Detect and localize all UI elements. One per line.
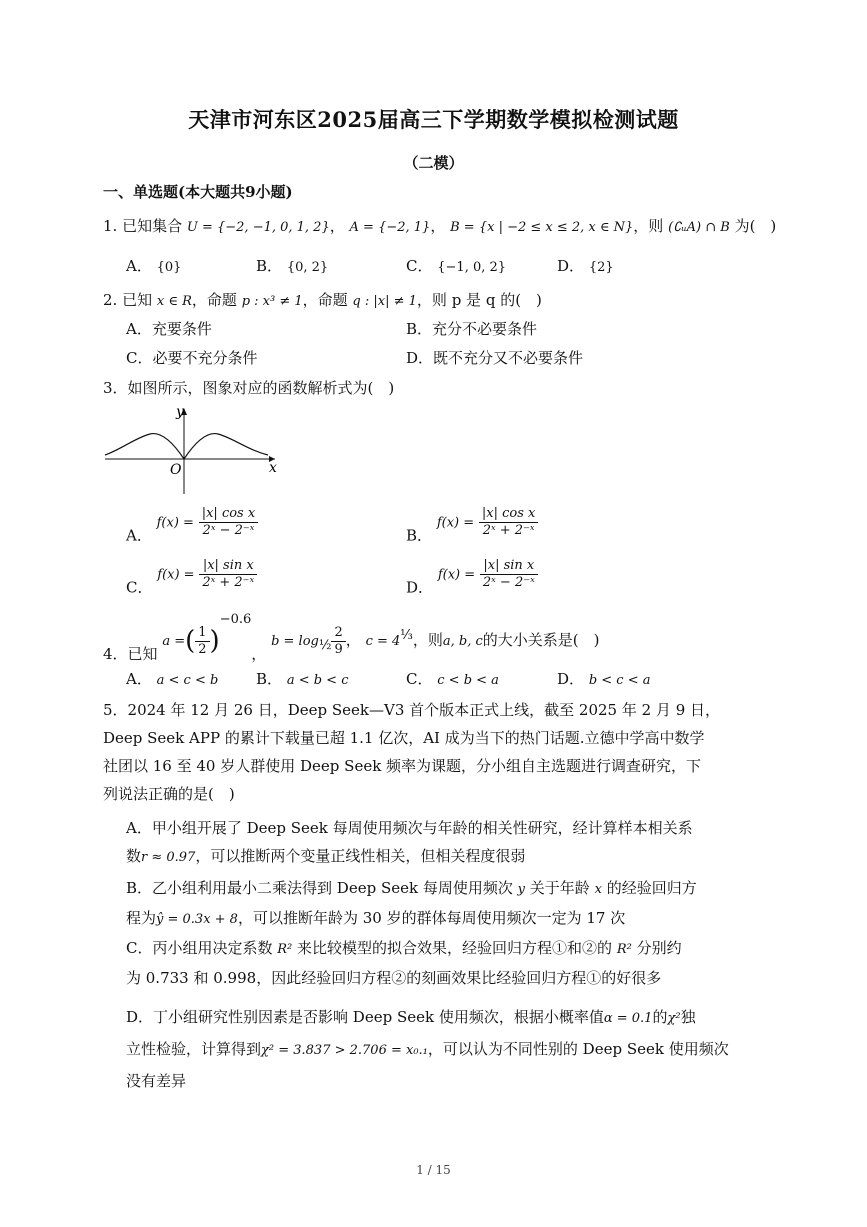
- text: C．丙小组用决定系数: [126, 939, 273, 957]
- option-line: [126, 934, 682, 964]
- option-label: D．: [406, 349, 434, 367]
- denominator: 2ˣ − 2⁻ˣ: [202, 523, 255, 538]
- text: 分别约: [636, 939, 682, 957]
- q3-option-a: [126, 506, 258, 546]
- q4-b-fraction: [331, 625, 345, 658]
- numerator: |x| cos x: [479, 506, 538, 523]
- math: χ²: [667, 1011, 681, 1026]
- option-value: 充要条件: [151, 320, 212, 338]
- option-label: C．: [406, 257, 433, 275]
- option-label: C．: [406, 670, 433, 688]
- text: 关于年龄: [529, 879, 590, 897]
- q2-option-d: [406, 347, 583, 368]
- option-line: [126, 1002, 729, 1034]
- option-value: {0}: [156, 260, 182, 275]
- fraction: [480, 558, 538, 591]
- text: D．丁小组研究性别因素是否影响 Deep Seek 使用频次，根据小概率值: [126, 1008, 604, 1026]
- q4-a-exponent: −0.6: [219, 612, 252, 627]
- option-label: A．: [126, 320, 152, 338]
- page-subtitle: （二模）: [403, 154, 464, 172]
- q4-option-c: [406, 668, 499, 689]
- math: R²: [616, 942, 632, 957]
- option-label: A．: [126, 526, 152, 545]
- option-label: D．: [557, 257, 585, 275]
- question-2: [103, 289, 542, 310]
- q5-line: 5．2024 年 12 月 26 日，Deep Seek—V3 首个版本正式上线，截至 2025 年 2 月 9 日，: [103, 701, 721, 719]
- q4-option-d: [557, 668, 650, 689]
- question-3: 3．如图所示，图象对应的函数解析式为( ): [103, 379, 395, 397]
- math: R²: [277, 942, 293, 957]
- q4-b-lhs: b = log: [271, 634, 319, 649]
- text: 程为: [126, 909, 157, 927]
- math: r ≈ 0.97: [141, 850, 196, 865]
- page-title: 天津市河东区2025届高三下学期数学模拟检测试题: [188, 107, 679, 132]
- q5-option-a: [126, 814, 693, 872]
- option-value: 必要不充分条件: [152, 349, 258, 367]
- fraction: [199, 558, 257, 591]
- option-line: A．甲小组开展了 Deep Seek 每周使用频次与年龄的相关性研究，经计算样本相关系: [126, 819, 693, 837]
- q4-option-b: [256, 668, 348, 689]
- option-label: B．: [406, 320, 433, 338]
- q1-expression: (∁ᵤA) ∩ B: [668, 220, 730, 235]
- option-value: {0, 2}: [286, 260, 329, 275]
- q1-set-b: B = {x | −2 ≤ x ≤ 2, x ∈ N}: [450, 220, 634, 235]
- q2-prefix: 2. 已知: [103, 291, 153, 309]
- q2-domain: x ∈ R: [156, 294, 192, 309]
- q5-option-b: [126, 874, 697, 934]
- numerator: |x| sin x: [199, 558, 257, 575]
- option-label: C．: [126, 349, 153, 367]
- math: ŷ = 0.3x + 8: [156, 912, 238, 927]
- text: ，可以推断两个变量正线性相关，但相关程度很弱: [195, 847, 526, 865]
- q1-sep-2: ，: [430, 217, 446, 235]
- option-label: A．: [126, 257, 152, 275]
- denominator: 9: [334, 641, 343, 657]
- q1-option-a: [126, 255, 181, 276]
- q5-line: 社团以 16 至 40 岁人群使用 Deep Seek 频率为课题，分小组自主选题进行调查研究，下: [103, 757, 702, 775]
- q4-a-lhs: a =: [162, 634, 186, 649]
- q2-proposition-q: q : |x| ≠ 1: [352, 294, 417, 309]
- q4-option-a: [126, 668, 218, 689]
- q3-option-d: [406, 558, 538, 598]
- math: y: [517, 882, 525, 897]
- q1-option-b: [256, 255, 328, 276]
- option-value: 既不充分又不必要条件: [433, 349, 584, 367]
- q1-sep-1: ，: [329, 217, 345, 235]
- q2-q-text: ，命题: [302, 291, 348, 309]
- q3-function-graph: [100, 400, 290, 498]
- option-value: {2}: [588, 260, 614, 275]
- numerator: 1: [195, 625, 209, 642]
- q1-suffix: 为( ): [734, 217, 777, 235]
- option-line: [126, 1034, 729, 1066]
- function-curve: [105, 434, 268, 459]
- page-number: 1 / 15: [416, 1163, 451, 1177]
- q1-set-a: A = {−2, 1}: [349, 220, 431, 235]
- numerator: 2: [331, 625, 345, 642]
- option-label: D．: [406, 578, 434, 597]
- fx-lhs: f(x) =: [157, 567, 195, 583]
- fx-lhs: f(x) =: [436, 515, 475, 531]
- question-5-stem: [103, 696, 720, 808]
- option-label: C．: [126, 578, 153, 597]
- fraction: [199, 506, 258, 539]
- q4-suffix-b: 的大小关系是( ): [482, 631, 600, 649]
- q4-vars: a, b, c: [442, 634, 483, 649]
- text: B．乙小组利用最小二乘法得到 Deep Seek 每周使用频次: [126, 879, 513, 897]
- q4-comma-1: ，: [251, 645, 267, 663]
- option-value: 充分不必要条件: [432, 320, 538, 338]
- origin-label: O: [170, 462, 182, 478]
- option-label: B．: [406, 526, 433, 545]
- text: 立性检验，计算得到: [126, 1040, 262, 1058]
- option-label: B．: [256, 257, 283, 275]
- denominator: 2ˣ − 2⁻ˣ: [482, 575, 535, 590]
- question-1: [103, 215, 776, 236]
- option-line: 为 0.733 和 0.998，因此经验回归方程②的刻画效果比经验回归方程①的好很多: [126, 969, 662, 987]
- text: ，可以认为不同性别的 Deep Seek 使用频次: [427, 1040, 729, 1058]
- q1-set-u: U = {−2, −1, 0, 1, 2}: [186, 220, 330, 235]
- denominator: 2ˣ + 2⁻ˣ: [202, 575, 255, 590]
- option-value: {−1, 0, 2}: [437, 260, 507, 275]
- denominator: 2ˣ + 2⁻ˣ: [482, 523, 535, 538]
- q1-option-d: [557, 255, 614, 276]
- option-label: D．: [557, 670, 585, 688]
- q4-suffix-a: ，则: [412, 631, 443, 649]
- option-line: 没有差异: [126, 1072, 187, 1090]
- math: α = 0.1: [603, 1011, 653, 1026]
- text: ，可以推断年龄为 30 岁的群体每周使用频次一定为 17 次: [237, 909, 626, 927]
- text: 的经验回归方: [606, 879, 697, 897]
- q2-suffix: ，则 p 是 q 的( ): [416, 291, 542, 309]
- q5-option-d: [126, 1002, 729, 1097]
- option-value: a < c < b: [156, 673, 219, 688]
- option-value: a < b < c: [286, 673, 349, 688]
- fraction: [479, 506, 538, 539]
- text: 独: [680, 1008, 696, 1026]
- q1-option-c: [406, 255, 506, 276]
- option-line: [126, 842, 693, 872]
- math: χ² = 3.837 > 2.706 = x₀.₁: [261, 1043, 428, 1058]
- math: x: [594, 882, 602, 897]
- q3-option-c: [126, 558, 257, 598]
- x-axis-label: x: [269, 460, 277, 476]
- option-line: [126, 904, 697, 934]
- section-heading: 一、单选题(本大题共9小题): [103, 183, 293, 201]
- q3-option-b: [406, 506, 538, 546]
- q5-option-c: [126, 934, 682, 992]
- option-label: A．: [126, 670, 152, 688]
- text: 数: [126, 847, 142, 865]
- q1-prefix: 1. 已知集合: [103, 217, 183, 235]
- q4-comma-2: ，: [345, 631, 361, 649]
- q2-option-b: [406, 318, 537, 339]
- paren-close: ): [209, 626, 220, 656]
- question-4: [103, 612, 600, 664]
- numerator: |x| sin x: [480, 558, 538, 575]
- q4-a-fraction: [195, 625, 209, 658]
- fx-lhs: f(x) =: [156, 515, 194, 531]
- option-line: [126, 874, 697, 904]
- q4-c: c = 4: [365, 634, 401, 649]
- paren-open: (: [185, 626, 196, 656]
- q2-p-text: ，命题: [191, 291, 237, 309]
- y-axis-label: y: [176, 404, 184, 420]
- text: 来比较模型的拟合效果，经验回归方程①和②的: [297, 939, 613, 957]
- option-label: B．: [256, 670, 283, 688]
- option-value: b < c < a: [588, 673, 651, 688]
- text: 的: [652, 1008, 668, 1026]
- option-value: c < b < a: [437, 673, 499, 688]
- fx-lhs: f(x) =: [437, 567, 476, 583]
- q2-proposition-p: p : x³ ≠ 1: [241, 294, 303, 309]
- q4-c-exponent: ⅓: [400, 628, 413, 643]
- q2-option-c: [126, 347, 258, 368]
- q2-option-a: [126, 318, 212, 339]
- q5-line: Deep Seek APP 的累计下载量已超 1.1 亿次，AI 成为当下的热门话题.立德中学高中数学: [103, 729, 705, 747]
- denominator: 2: [198, 641, 207, 657]
- q4-prefix: 4．已知: [103, 645, 158, 663]
- q1-mid: ，则: [633, 217, 664, 235]
- q4-b-base: ½: [318, 638, 332, 653]
- q5-line: 列说法正确的是( ): [103, 785, 235, 803]
- numerator: |x| cos x: [199, 506, 258, 523]
